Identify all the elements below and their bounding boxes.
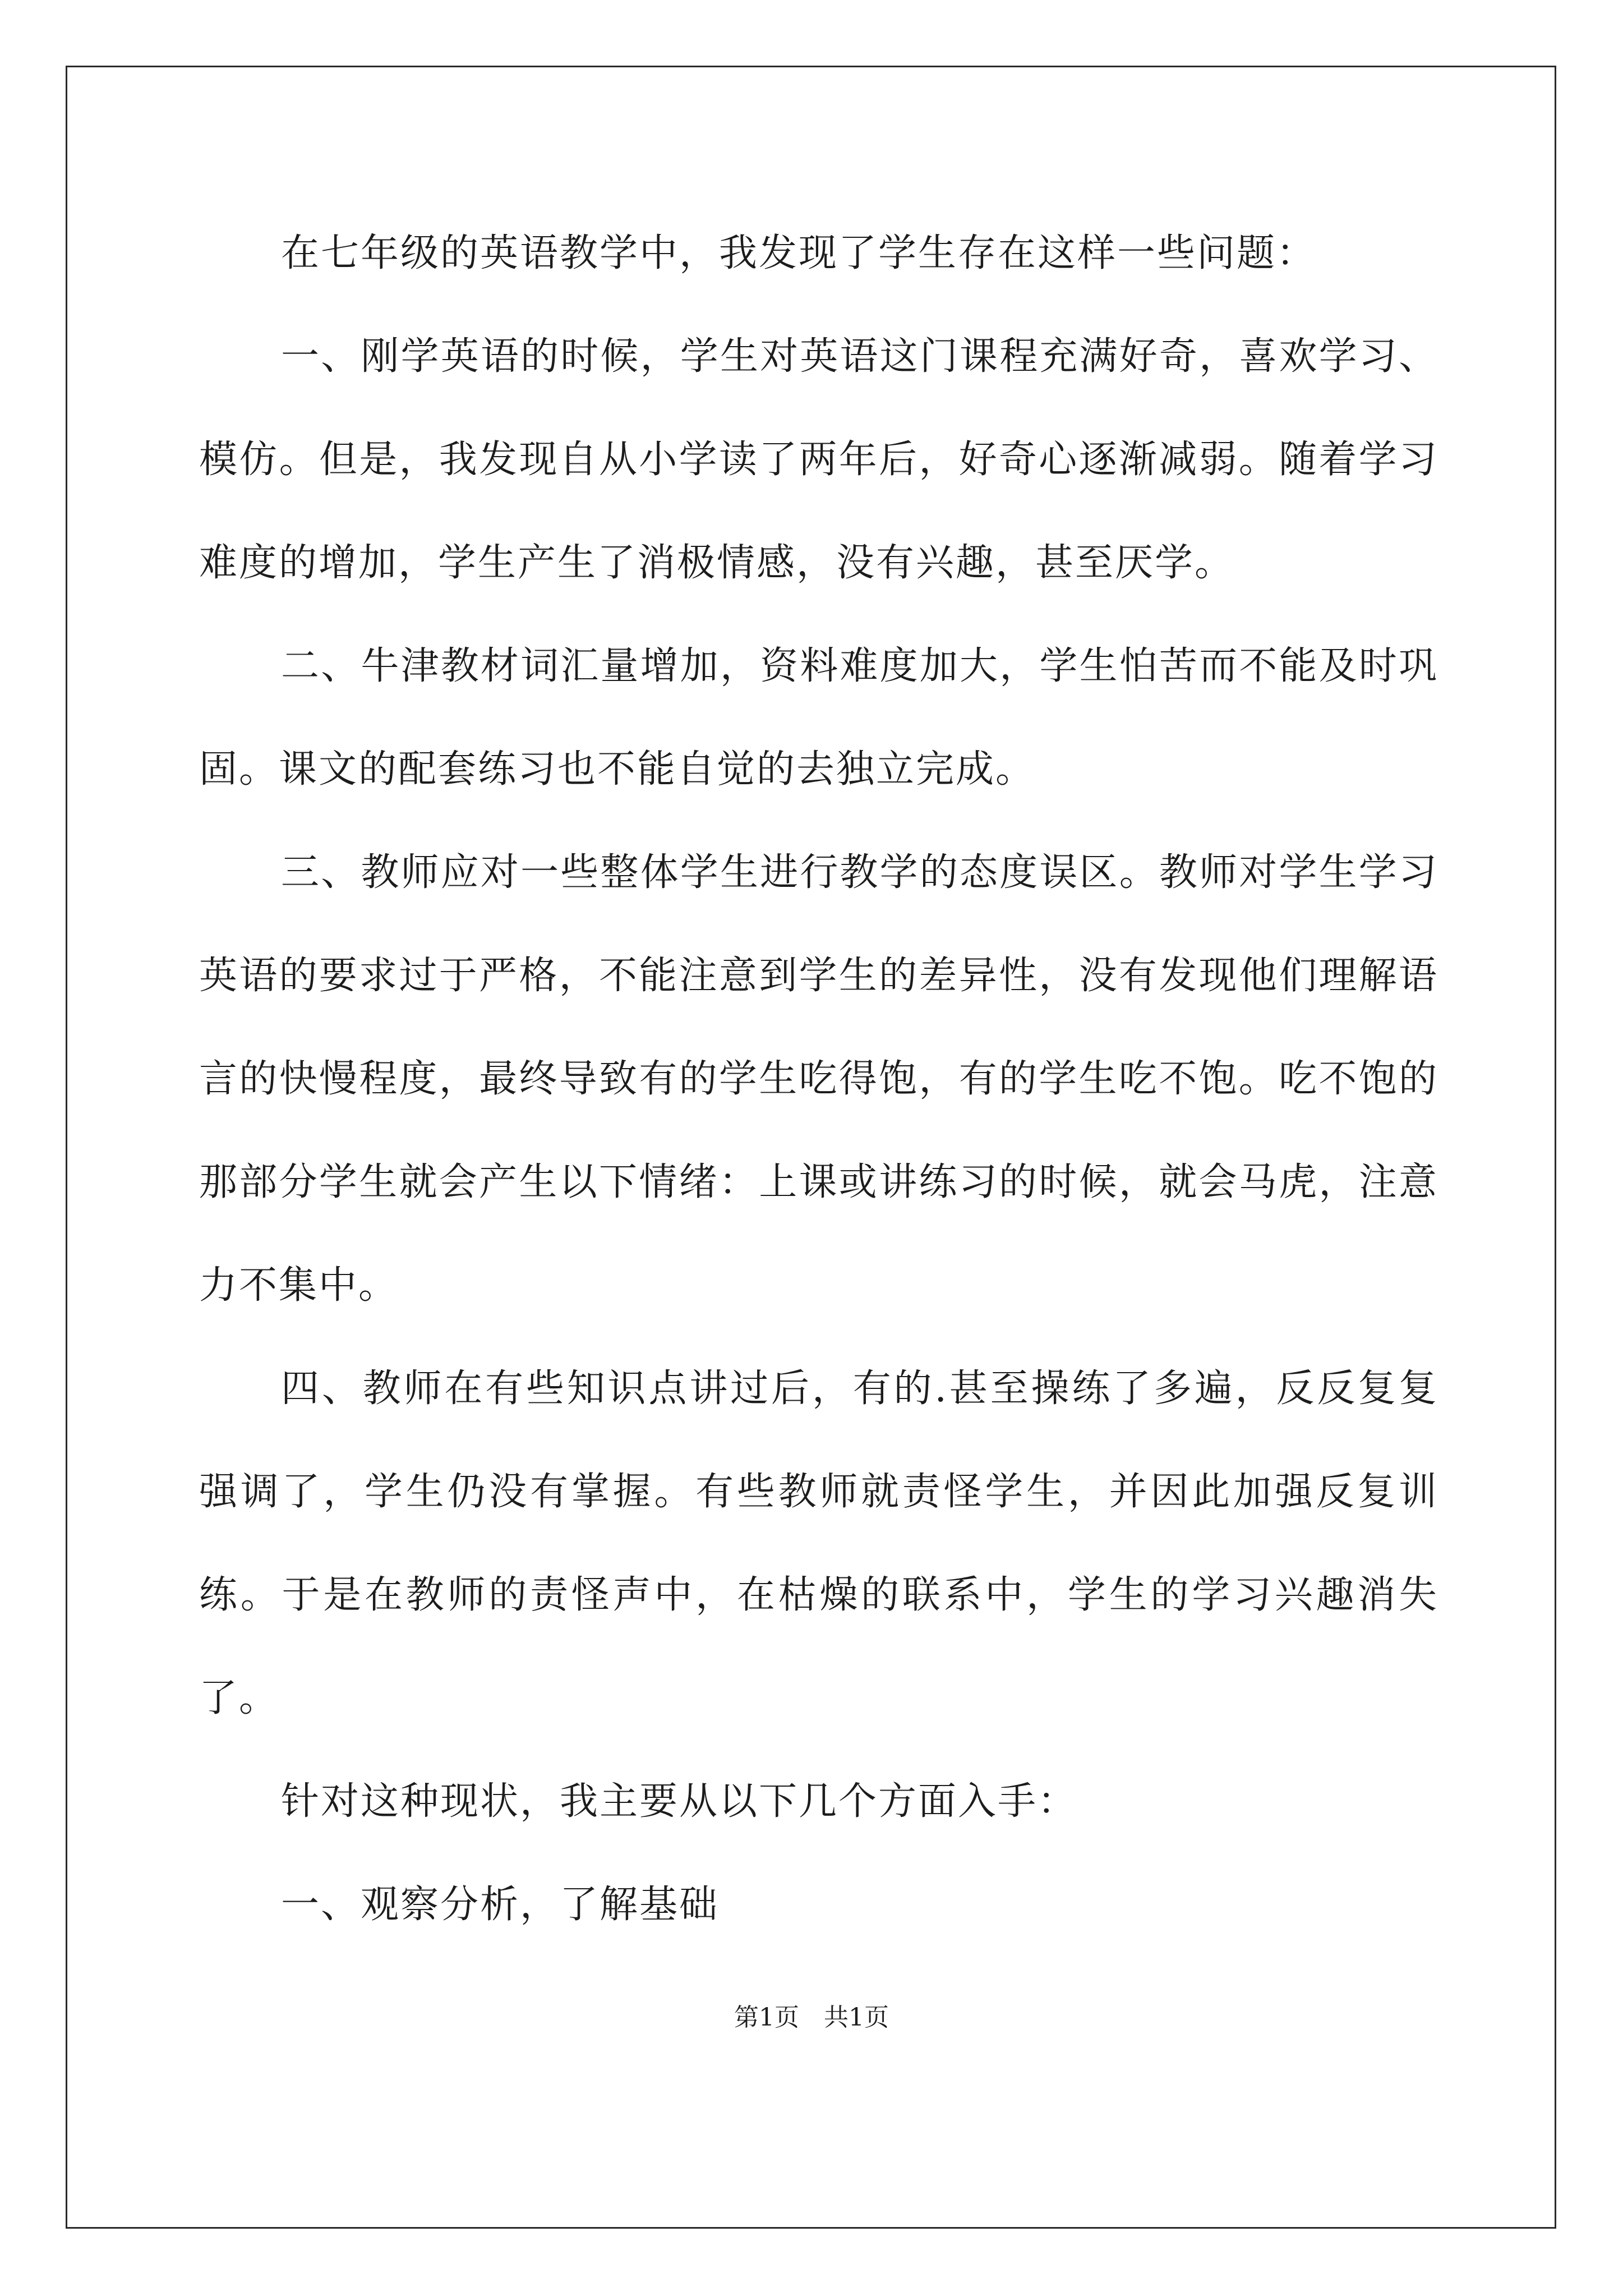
paragraph: 在七年级的英语教学中，我发现了学生存在这样一些问题： — [281, 231, 1317, 275]
paragraph: 二、牛津教材词汇量增加，资料难度加大，学生怕苦而不能及时巩固。课文的配套练习也不能自觉的去独立完成。 — [199, 644, 1438, 792]
page-number: 第1页 共1页 — [734, 2003, 889, 2032]
paragraph: 三、教师应对一些整体学生进行教学的态度误区。教师对学生学习英语的要求过于严格，不能注意到学生的差异性，没有发现他们理解语言的快慢程度，最终导致有的学生吃得饱，有的学生吃不饱。吃不饱的那部分学生就会产生以下情绪：上课或讲练习的时候，就会马虎，注意力不集中。 — [199, 850, 1438, 1308]
document-body — [199, 202, 1438, 1957]
paragraph: 四、教师在有些知识点讲过后，有的.甚至操练了多遍，反反复复强调了，学生仍没有掌握。有些教师就责怪学生，并因此加强反复训练。于是在教师的责怪声中，在枯燥的联系中，学生的学习兴趣消失了。 — [199, 1366, 1438, 1720]
paragraph: 一、刚学英语的时候，学生对英语这门课程充满好奇，喜欢学习、模仿。但是，我发现自从小学读了两年后，好奇心逐渐减弱。随着学习难度的增加，学生产生了消极情感，没有兴趣，甚至厌学。 — [199, 334, 1438, 585]
paragraph: 一、观察分析，了解基础 — [281, 1883, 720, 1927]
paragraph: 针对这种现状，我主要从以下几个方面入手： — [281, 1779, 1078, 1824]
